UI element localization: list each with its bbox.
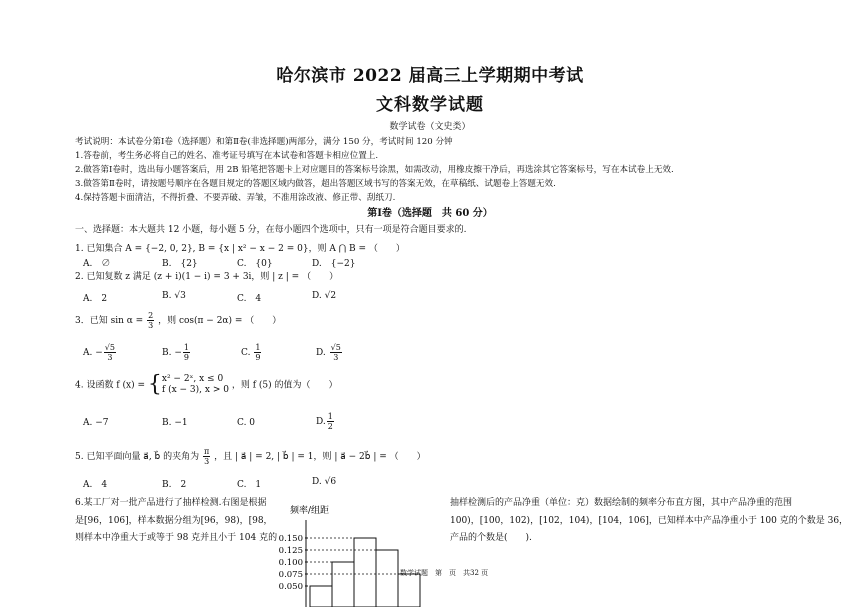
piecewise-brace: { xyxy=(147,372,162,397)
question-2-option-d: D. √2 xyxy=(312,291,337,301)
instruction-line-4: 4.保持答题卡面清洁，不得折叠、不要弄破、弄皱，不准用涂改液、修正带、刮纸刀. xyxy=(75,193,396,203)
question-3-stem-b: ，则 cos(π − 2α) = （ ） xyxy=(158,316,282,326)
question-6-left-line-0: 6.某工厂对一批产品进行了抽样检测.右图是根据 xyxy=(75,498,267,508)
question-4-option-c: C. 0 xyxy=(237,418,256,428)
histogram-chart xyxy=(270,502,430,607)
question-6-left-line-2: 则样本中净重大于或等于 98 克并且小于 104 克的 xyxy=(75,533,278,543)
instruction-line-0: 考试说明：本试卷分第Ⅰ卷（选择题）和第Ⅱ卷(非选择题)两部分，满分 150 分，考试时间 120 分钟 xyxy=(75,137,453,147)
histogram-bar-104 xyxy=(398,574,420,607)
question-5-option-d: D. √6 xyxy=(312,477,337,487)
histogram-bar-100 xyxy=(354,538,376,607)
question-1-option-d: D. {−2} xyxy=(312,259,356,269)
page-subtitle: 文科数学试题 xyxy=(376,95,484,115)
question-2-option-c: C. 4 xyxy=(237,294,262,304)
question-4-option-d: D. $\frac{1}{2}$ xyxy=(316,412,333,431)
question-3-option-c: C. $\frac{1}{9}$ xyxy=(241,343,261,362)
histogram-bar-96 xyxy=(310,586,332,607)
question-5-stem: 5. 已知平面向量 a⃗, b⃗ 的夹角为 $\frac{\pi}{3}$ ，且 | a⃗ | = 2, | b⃗ | = 1，则 | a⃗ − 2b⃗ | = （ ） xyxy=(75,447,426,466)
question-3-option-a: A. − $\frac{√5}{3}$ xyxy=(83,343,115,362)
question-3-option-d: D. $\frac{√5}{3}$ xyxy=(316,343,341,362)
question-3-stem xyxy=(75,311,281,330)
question-3-stem-a: 3．已知 sin α = xyxy=(75,316,144,326)
histogram-bar-98 xyxy=(332,562,354,607)
paper-type: 数学试卷（文史类） xyxy=(389,122,471,132)
page-title: 哈尔滨市 2022 届高三上学期期中考试 xyxy=(276,66,584,86)
question-2-stem: 2. 已知复数 z 满足 (z + i)(1 − i) = 3 + 3i，则 | z | = （ ） xyxy=(75,272,339,282)
section-title: 第Ⅰ卷（选择题 共 60 分） xyxy=(367,208,493,219)
question-1-option-a: A. ∅ xyxy=(83,259,111,269)
y-tick-label: 0.100 xyxy=(278,558,303,568)
y-tick-label: 0.125 xyxy=(278,546,303,556)
section-intro: 一、选择题：本大题共 12 小题，每小题 5 分，在每小题四个选项中，只有一项是符合题目要求的. xyxy=(75,225,467,235)
y-tick-label: 0.150 xyxy=(278,534,303,544)
y-tick-label: 0.075 xyxy=(278,570,303,580)
question-2-option-a: A. 2 xyxy=(83,294,108,304)
piecewise-cases: x² − 2ˣ, x ≤ 0 f (x − 3), x > 0 xyxy=(161,374,229,395)
question-1-stem: 1. 已知集合 A = {−2, 0, 2}, B = {x | x² − x − 2 = 0}，则 A ⋂ B = （ ） xyxy=(75,244,405,254)
question-5-fraction: $\frac{\pi}{3}$ xyxy=(204,447,210,466)
question-1-option-c: C. {0} xyxy=(237,259,273,269)
question-5-option-a: A. 4 xyxy=(83,480,108,490)
question-6-right-line-0: 抽样检测后的产品净重（单位：克）数据绘制的频率分布直方图，其中产品净重的范围 xyxy=(450,498,793,508)
page-footer: 数学试题 第 页 共32 页 xyxy=(400,569,489,577)
histogram-bar-102 xyxy=(376,550,398,607)
question-4-option-b: B. −1 xyxy=(162,418,188,428)
question-4-stem: 4. 设函数 f (x) = {x² − 2ˣ, x ≤ 0 f (x − 3), x > 0 ，则 f (5) 的值为（ ） xyxy=(75,372,338,397)
instruction-line-3: 3.做答第Ⅱ卷时，请按题号顺序在各题目规定的答题区域内做答，超出答题区域书写的答案无效，在草稿纸、试题卷上答题无效. xyxy=(75,179,556,189)
question-3-fraction: $\frac{2}{3}$ xyxy=(148,311,154,330)
question-5-option-c: C. 1 xyxy=(237,480,262,490)
question-1-option-b: B. {2} xyxy=(162,259,198,269)
question-3-option-b: B. − $\frac{1}{9}$ xyxy=(162,343,189,362)
y-tick-label: 0.050 xyxy=(278,582,303,592)
instruction-line-2: 2.做答第Ⅰ卷时，选出每小题答案后，用 2B 铅笔把答题卡上对应题目的答案标号涂黑，如需改动，用橡皮擦干净后，再选涂其它答案标号，写在本试卷上无效. xyxy=(75,165,674,175)
question-5-option-b: B. 2 xyxy=(162,480,187,490)
question-4-option-a: A. −7 xyxy=(83,418,109,428)
question-6-right-line-1: 100)，[100，102)，[102，104)，[104，106]，已知样本中产品净重小于 100 克的个数是 36， xyxy=(450,516,849,526)
question-2-option-b: B. √3 xyxy=(162,291,186,301)
question-6-left-line-1: 是[96，106]，样本数据分组为[96，98)，[98， xyxy=(75,516,273,526)
chart-ylabel: 频率/组距 xyxy=(290,506,330,516)
instruction-line-1: 1.答卷前，考生务必将自己的姓名、准考证号填写在本试卷和答题卡相应位置上. xyxy=(75,151,379,161)
y-ticks xyxy=(279,534,308,592)
question-6-right-line-2: 产品的个数是( ). xyxy=(450,533,532,543)
